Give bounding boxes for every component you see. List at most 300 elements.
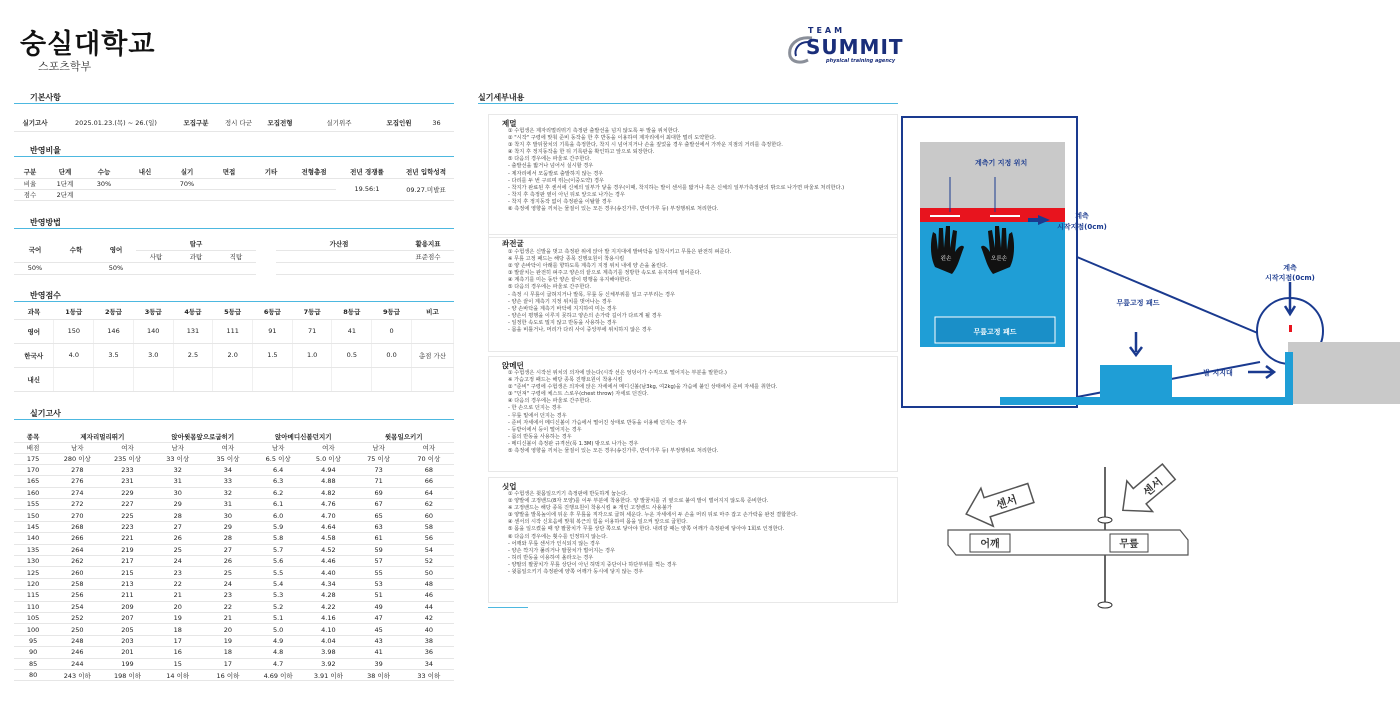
practical-table bbox=[14, 431, 454, 681]
competition-rate: 19.56:1 bbox=[336, 178, 398, 200]
record-cell: 53 bbox=[353, 578, 403, 589]
record-cell: 39 bbox=[353, 658, 403, 669]
grade-cell bbox=[94, 367, 134, 391]
grade-subject: 한국사 bbox=[14, 343, 54, 367]
gray-area bbox=[920, 142, 1065, 210]
record-cell: 21 bbox=[203, 612, 253, 623]
score-cell: 165 bbox=[14, 476, 52, 487]
details-end-line bbox=[488, 607, 528, 608]
detail-line: - 한 손으로 던지는 경우 bbox=[508, 405, 562, 412]
grade-cell: 111 bbox=[213, 319, 253, 343]
record-cell: 248 bbox=[52, 635, 102, 646]
section-ratio-title: 반영비율 bbox=[30, 146, 61, 155]
basic-table bbox=[14, 115, 454, 132]
record-cell: 4.94 bbox=[303, 464, 353, 475]
score-cell: 160 bbox=[14, 487, 52, 498]
record-cell: 67 bbox=[353, 499, 403, 510]
h-science: 과탐 bbox=[176, 250, 216, 262]
grade-header: 과목 bbox=[14, 305, 54, 319]
detail-block-title: 제멀 bbox=[502, 119, 517, 128]
start-label: 계측 bbox=[1075, 212, 1089, 220]
detail-line: ② "시작" 구령에 맞춰 준비 동작을 한 후 반동을 이용하여 제자리에서 최대한 멀리 도약한다. bbox=[508, 135, 716, 142]
record-cell: 31 bbox=[153, 476, 203, 487]
record-cell: 52 bbox=[404, 556, 454, 567]
h-indicator: 활용지표 bbox=[402, 238, 454, 250]
gender-cell: 여자 bbox=[203, 442, 253, 453]
section-details-title: 실기세부내용 bbox=[478, 93, 525, 102]
record-cell: 22 bbox=[203, 601, 253, 612]
record-cell: 33 bbox=[203, 476, 253, 487]
detail-line: ④ 다음의 경우에는 파울로 간주한다. bbox=[508, 398, 592, 405]
record-cell: 66 bbox=[404, 476, 454, 487]
detail-block-body bbox=[508, 128, 896, 213]
grade-cell: 4.0 bbox=[54, 343, 94, 367]
record-cell: 235 이상 bbox=[102, 453, 152, 464]
record-cell: 5.1 bbox=[253, 612, 303, 623]
grade-cell bbox=[173, 367, 213, 391]
detail-line: - 양 손바닥을 계측기 바닥에 지지하여 미는 경우 bbox=[508, 305, 617, 312]
detail-line: - 몸의 반동을 사용하는 경우 bbox=[508, 433, 572, 440]
detail-block-body bbox=[508, 249, 896, 334]
detail-line: ⑤ 다음의 경우에는 파울로 간주한다. bbox=[508, 284, 592, 291]
record-cell: 4.69 이하 bbox=[253, 669, 303, 680]
situp-diagram bbox=[940, 455, 1200, 615]
knee-pad-label: 무릎고정 패드 bbox=[1116, 299, 1160, 307]
detail-line: ③ 양발을 발목높이에 뒤운 후 무릎을 직각으로 굽혀 세운다. 누운 자세에서 두 손을 머리 뒤로 마주 잡고 손가락을 완전 결합한다. bbox=[508, 512, 798, 519]
grade-cell bbox=[332, 367, 372, 391]
left-hand-label: 왼손 bbox=[940, 256, 952, 262]
detail-line: ④ 착지 후 정지동작을 한 뒤 기록판을 확인하고 앞으로 퇴장한다. bbox=[508, 149, 655, 156]
record-cell: 227 bbox=[102, 499, 152, 510]
score-cell: 95 bbox=[14, 635, 52, 646]
record-cell: 71 bbox=[353, 476, 403, 487]
record-cell: 21 bbox=[153, 590, 203, 601]
record-cell: 243 이하 bbox=[52, 669, 102, 680]
record-cell: 5.8 bbox=[253, 533, 303, 544]
h-english: 영어 bbox=[96, 238, 136, 262]
grade-header: 2등급 bbox=[94, 305, 134, 319]
detail-block-body bbox=[508, 491, 896, 576]
score-cell: 80 bbox=[14, 669, 52, 680]
record-cell: 25 bbox=[153, 544, 203, 555]
record-cell: 73 bbox=[353, 464, 403, 475]
grade-cell bbox=[411, 319, 453, 343]
h-math: 수학 bbox=[56, 238, 96, 262]
record-cell: 19 bbox=[153, 612, 203, 623]
record-cell: 14 이하 bbox=[153, 669, 203, 680]
grade-cell: 146 bbox=[94, 319, 134, 343]
record-cell: 219 bbox=[102, 544, 152, 555]
record-cell: 233 bbox=[102, 464, 152, 475]
grade-header: 9등급 bbox=[372, 305, 412, 319]
detail-line: ※ 무릎 고정 패드는 해당 종목 진행요원이 착용시킴 bbox=[508, 256, 625, 263]
record-cell: 45 bbox=[353, 624, 403, 635]
record-cell: 23 bbox=[153, 567, 203, 578]
ratio-cell bbox=[166, 189, 208, 200]
record-cell: 4.10 bbox=[303, 624, 353, 635]
gender-label: 배점 bbox=[14, 442, 52, 453]
record-cell: 250 bbox=[52, 624, 102, 635]
record-cell: 205 bbox=[102, 624, 152, 635]
record-cell: 5.0 이상 bbox=[303, 453, 353, 464]
detail-line: ⑥ 다음의 경우에는 횟수를 인정하지 않는다. bbox=[508, 533, 608, 540]
record-cell: 4.8 bbox=[253, 647, 303, 658]
record-cell: 41 bbox=[353, 647, 403, 658]
ratio-header: 전년 입학성적 bbox=[398, 166, 454, 178]
record-cell: 272 bbox=[52, 499, 102, 510]
detail-line: ② 양발에 고정밴드(8자 모양)를 이두 부분에 착용한다. 양 발꿈치를 귀 옆으로 붙여 발이 벌어지지 않도록 준비한다. bbox=[508, 498, 769, 505]
record-cell: 40 bbox=[404, 624, 454, 635]
ratio-cell: 점수 bbox=[14, 189, 46, 200]
detail-line: ③ 착지 후 발뒤꿈치의 기록을 측정한다, 착지 시 넘어지거나 손을 짚었을 경우 출발선에서 가까운 지점의 거리를 측정한다. bbox=[508, 142, 783, 149]
gray-block bbox=[1288, 342, 1400, 404]
record-cell: 6.1 bbox=[253, 499, 303, 510]
ratio-table bbox=[14, 166, 454, 201]
detail-block-title: 좌전굴 bbox=[502, 239, 524, 248]
score-cell: 170 bbox=[14, 464, 52, 475]
record-cell: 55 bbox=[353, 567, 403, 578]
h-korean: 국어 bbox=[14, 238, 56, 262]
score-cell: 100 bbox=[14, 624, 52, 635]
section-method-title: 반영방법 bbox=[30, 218, 61, 227]
record-cell: 203 bbox=[102, 635, 152, 646]
score-cell: 105 bbox=[14, 612, 52, 623]
record-cell: 34 bbox=[203, 464, 253, 475]
record-cell: 260 bbox=[52, 567, 102, 578]
grade-cell: 0.0 bbox=[372, 343, 412, 367]
pad-label: 무릎고정 패드 bbox=[973, 328, 1017, 336]
record-cell: 4.9 bbox=[253, 635, 303, 646]
grade-cell: 3.0 bbox=[133, 343, 173, 367]
ratio-header: 전년 경쟁률 bbox=[336, 166, 398, 178]
recruit-count-label: 모집인원 bbox=[379, 115, 419, 131]
ratio-cell bbox=[208, 189, 250, 200]
record-cell: 211 bbox=[102, 590, 152, 601]
record-cell: 18 bbox=[153, 624, 203, 635]
foot-support-label: 발 지지대 bbox=[1203, 369, 1233, 377]
record-cell: 5.4 bbox=[253, 578, 303, 589]
record-cell: 213 bbox=[102, 578, 152, 589]
detail-line: - 착지 후 측정판 옆이 아닌 뒤로 앞으로 나가는 경우 bbox=[508, 191, 625, 198]
record-cell: 18 bbox=[203, 647, 253, 658]
record-cell: 280 이상 bbox=[52, 453, 102, 464]
detail-line: - 양손 끝이 계측기 지정 위치를 벗어나는 경우 bbox=[508, 298, 612, 305]
record-cell: 64 bbox=[404, 487, 454, 498]
record-cell: 44 bbox=[404, 601, 454, 612]
start2-label-b: 시작지점(0cm) bbox=[1265, 274, 1315, 282]
record-cell: 47 bbox=[353, 612, 403, 623]
detail-line: - 몸을 비틀거나, 머리가 다리 사이 중앙부에 위치하지 않은 경우 bbox=[508, 327, 652, 334]
record-cell: 225 bbox=[102, 510, 152, 521]
record-cell: 70 이상 bbox=[404, 453, 454, 464]
score-cell: 85 bbox=[14, 658, 52, 669]
record-cell: 199 bbox=[102, 658, 152, 669]
detail-line: ② 양 손바닥이 아래를 향하도록 계측기 지정 위치 내에 양 손을 올린다. bbox=[508, 263, 668, 270]
record-cell: 30 bbox=[153, 487, 203, 498]
record-cell: 33 이하 bbox=[404, 669, 454, 680]
grade-cell: 71 bbox=[292, 319, 332, 343]
h-social: 사탐 bbox=[136, 250, 176, 262]
ratio-cell: 2단계 bbox=[46, 189, 84, 200]
detail-line: ⑤ 몸을 일으켰을 때 양 팔꿈치가 무릎 상단 쪽으로 닿아야 한다. 내려갈 때는 양쪽 어깨가 측정판에 닿아야 1회로 인정한다. bbox=[508, 526, 785, 533]
record-cell: 69 bbox=[353, 487, 403, 498]
team-summit-logo bbox=[786, 26, 904, 68]
record-cell: 3.91 이하 bbox=[303, 669, 353, 680]
section-ratio-line bbox=[14, 156, 454, 157]
section-basic-line bbox=[14, 103, 454, 104]
grade-cell: 0.5 bbox=[332, 343, 372, 367]
record-cell: 215 bbox=[102, 567, 152, 578]
ratio-header: 구분 bbox=[14, 166, 46, 178]
start-label-2: 시작지점(0cm) bbox=[1057, 223, 1107, 231]
score-cell: 90 bbox=[14, 647, 52, 658]
record-cell: 36 bbox=[404, 647, 454, 658]
record-cell: 62 bbox=[404, 499, 454, 510]
record-cell: 6.0 bbox=[253, 510, 303, 521]
grade-cell: 1.0 bbox=[292, 343, 332, 367]
record-cell: 6.5 이상 bbox=[253, 453, 303, 464]
detail-line: - 착지 후 정지동작 없이 측정판을 이탈할 경우 bbox=[508, 198, 612, 205]
detail-line: ④ 센서의 시작 신호음에 맞춰 복근의 힘을 이용하여 몸을 일으켜 앞으로 굽힌다. bbox=[508, 519, 688, 526]
detail-line: - 일정한 속도로 밀지 않고 반동을 사용하는 경우 bbox=[508, 319, 617, 326]
record-cell: 32 bbox=[153, 464, 203, 475]
record-cell: 58 bbox=[404, 521, 454, 532]
record-cell: 26 bbox=[203, 556, 253, 567]
record-cell: 38 bbox=[404, 635, 454, 646]
record-cell: 5.3 bbox=[253, 590, 303, 601]
record-cell: 6.4 bbox=[253, 464, 303, 475]
gender-cell: 여자 bbox=[303, 442, 353, 453]
record-cell: 4.28 bbox=[303, 590, 353, 601]
record-cell: 22 bbox=[153, 578, 203, 589]
grade-subject: 영어 bbox=[14, 319, 54, 343]
record-cell: 4.58 bbox=[303, 533, 353, 544]
grade-header: 7등급 bbox=[292, 305, 332, 319]
exam-date: 2025.01.23.(목) ~ 26.(일) bbox=[56, 115, 176, 131]
record-cell: 68 bbox=[404, 464, 454, 475]
detail-line: - 양팔의 팔꿈치가 무릎 상단이 아닌 허벅지 중단이나 하단부위를 찍는 경우 bbox=[508, 561, 677, 568]
record-cell: 42 bbox=[404, 612, 454, 623]
ratio-cell: 비율 bbox=[14, 178, 46, 189]
record-cell: 46 bbox=[404, 590, 454, 601]
detail-line: - 허리 반동을 이용하여 올라오는 경우 bbox=[508, 554, 594, 561]
gender-cell: 남자 bbox=[353, 442, 403, 453]
sensor-arrow-left bbox=[960, 474, 1037, 533]
record-cell: 4.64 bbox=[303, 521, 353, 532]
gender-cell: 남자 bbox=[153, 442, 203, 453]
record-cell: 252 bbox=[52, 612, 102, 623]
start2-label: 계측 bbox=[1283, 264, 1297, 272]
score-cell: 140 bbox=[14, 533, 52, 544]
record-cell: 26 bbox=[153, 533, 203, 544]
record-cell: 43 bbox=[353, 635, 403, 646]
event-header: 윗몸일으키기 bbox=[353, 431, 454, 442]
score-cell: 115 bbox=[14, 590, 52, 601]
ratio-cell: 1단계 bbox=[46, 178, 84, 189]
record-cell: 4.22 bbox=[303, 601, 353, 612]
department-label: 스포츠학부 bbox=[38, 60, 92, 73]
record-cell: 49 bbox=[353, 601, 403, 612]
grade-cell bbox=[133, 367, 173, 391]
event-header: 제자리멀리뛰기 bbox=[52, 431, 152, 442]
record-cell: 31 bbox=[203, 499, 253, 510]
record-cell: 34 bbox=[404, 658, 454, 669]
grade-cell bbox=[372, 367, 412, 391]
record-cell: 24 bbox=[153, 556, 203, 567]
grade-cell: 150 bbox=[54, 319, 94, 343]
record-cell: 25 bbox=[203, 567, 253, 578]
detail-line: ④ 계측기를 미는 동안 양손 끝이 평행을 유지해야한다. bbox=[508, 277, 632, 284]
recruit-type: 정시 다군 bbox=[216, 115, 261, 131]
record-cell: 266 bbox=[52, 533, 102, 544]
right-hand-label: 오른손 bbox=[991, 256, 1007, 262]
record-cell: 262 bbox=[52, 556, 102, 567]
ratio-cell: 70% bbox=[166, 178, 208, 189]
score-cell: 155 bbox=[14, 499, 52, 510]
record-cell: 4.76 bbox=[303, 499, 353, 510]
record-cell: 32 bbox=[203, 487, 253, 498]
ratio-header: 단계 bbox=[46, 166, 84, 178]
gender-cell: 남자 bbox=[253, 442, 303, 453]
event-header: 앉아윗몸앞으로굽히기 bbox=[153, 431, 253, 442]
logo-summit-text: SUMMIT bbox=[806, 35, 904, 59]
grade-cell: 2.0 bbox=[213, 343, 253, 367]
record-cell: 75 이상 bbox=[353, 453, 403, 464]
score-cell: 145 bbox=[14, 521, 52, 532]
grade-header: 8등급 bbox=[332, 305, 372, 319]
record-cell: 201 bbox=[102, 647, 152, 658]
record-cell: 4.46 bbox=[303, 556, 353, 567]
sensor-label-2: 센서 bbox=[1140, 475, 1166, 499]
detail-line: - 제자리에서 모둠발로 출발하지 않는 경우 bbox=[508, 170, 604, 177]
record-cell: 16 이하 bbox=[203, 669, 253, 680]
record-cell: 59 bbox=[353, 544, 403, 555]
record-cell: 28 bbox=[203, 533, 253, 544]
record-cell: 254 bbox=[52, 601, 102, 612]
record-cell: 51 bbox=[353, 590, 403, 601]
record-cell: 256 bbox=[52, 590, 102, 601]
h-bonus: 가산점 bbox=[276, 238, 402, 250]
knee-label: 무릎 bbox=[1119, 539, 1139, 550]
detail-line: - 측정 시 무릎이 굽혀지거나 발목, 무릎 등 신체부위를 일고 구부리는 경우 bbox=[508, 291, 675, 298]
detail-line: - 양손 깍지가 풀리거나 팔꿈치가 벌어지는 경우 bbox=[508, 547, 615, 554]
record-cell: 23 bbox=[203, 590, 253, 601]
grade-cell: 2.5 bbox=[173, 343, 213, 367]
detail-line: ① 수험생은 제자리멀리뛰기 측정판 출발선을 넘지 않도록 두 발을 위치한다. bbox=[508, 128, 680, 134]
record-cell: 63 bbox=[353, 521, 403, 532]
grade-header: 비고 bbox=[411, 305, 453, 319]
record-cell: 6.3 bbox=[253, 476, 303, 487]
record-cell: 29 bbox=[203, 521, 253, 532]
detail-line: - 윗몸일으키기 측정판에 양쪽 어깨가 동시에 닿지 않는 경우 bbox=[508, 569, 644, 576]
record-cell: 54 bbox=[404, 544, 454, 555]
grade-cell bbox=[411, 367, 453, 391]
method-table bbox=[14, 238, 454, 275]
detail-line: ⑥ 측정에 영향을 끼치는 물질이 있는 모든 경우(송진가루, 반미가루 등) 부정행위로 처리한다. bbox=[508, 206, 719, 213]
record-cell: 231 bbox=[102, 476, 152, 487]
record-cell: 4.88 bbox=[303, 476, 353, 487]
detail-line: - 준비 자세에서 메디신볼이 가슴에서 떨어진 상태로 반동을 이용해 던지는 경우 bbox=[508, 419, 687, 426]
grade-header: 5등급 bbox=[213, 305, 253, 319]
record-cell: 258 bbox=[52, 578, 102, 589]
detail-line: - 양손이 평행을 이루지 못하고 양손의 손가락 길이가 다르게 될 경우 bbox=[508, 312, 662, 319]
grade-cell bbox=[253, 367, 293, 391]
section-practical-line bbox=[14, 419, 454, 420]
detail-line: ③ "던져" 구령에 체스트 스로우(chest throw) 자세로 던진다. bbox=[508, 391, 649, 398]
grade-cell: 131 bbox=[173, 319, 213, 343]
record-cell: 57 bbox=[353, 556, 403, 567]
record-cell: 5.7 bbox=[253, 544, 303, 555]
v-indicator: 표준점수 bbox=[402, 250, 454, 262]
record-cell: 27 bbox=[203, 544, 253, 555]
record-cell: 229 bbox=[102, 487, 152, 498]
grade-cell bbox=[292, 367, 332, 391]
section-method-line bbox=[14, 228, 454, 229]
logo-subtitle: physical training agency bbox=[826, 58, 896, 64]
detail-line: ※ 가슴고정 패드는 해당 종목 진행요원이 착용시킴 bbox=[508, 377, 623, 384]
shoulder-label: 어깨 bbox=[980, 539, 1000, 550]
ratio-cell: 30% bbox=[84, 178, 124, 189]
record-cell: 270 bbox=[52, 510, 102, 521]
grade-cell: 3.5 bbox=[94, 343, 134, 367]
record-cell: 48 bbox=[404, 578, 454, 589]
university-title: 숭실대학교 bbox=[20, 29, 156, 60]
record-cell: 16 bbox=[153, 647, 203, 658]
ratio-cell bbox=[292, 178, 336, 189]
ratio-header: 전형총점 bbox=[292, 166, 336, 178]
sensor-arrow-right bbox=[1110, 456, 1182, 525]
record-cell: 5.0 bbox=[253, 624, 303, 635]
record-cell: 5.9 bbox=[253, 521, 303, 532]
record-cell: 264 bbox=[52, 544, 102, 555]
record-cell: 221 bbox=[102, 533, 152, 544]
detail-line: ※ 고정밴드는 해당 종목 진행요원이 착용시킴 ※ 개인 고정밴드 사용불가 bbox=[508, 505, 672, 512]
record-cell: 5.6 bbox=[253, 556, 303, 567]
record-cell: 246 bbox=[52, 647, 102, 658]
section-practical-title: 실기고사 bbox=[30, 409, 61, 418]
record-cell: 20 bbox=[153, 601, 203, 612]
record-cell: 27 bbox=[153, 521, 203, 532]
grade-header: 6등급 bbox=[253, 305, 293, 319]
v-english: 50% bbox=[96, 262, 136, 274]
grade-cell: 41 bbox=[332, 319, 372, 343]
logo-team-text: TEAM bbox=[808, 26, 846, 35]
record-cell: 60 bbox=[404, 510, 454, 521]
record-cell: 209 bbox=[102, 601, 152, 612]
record-cell: 244 bbox=[52, 658, 102, 669]
detail-block-body bbox=[508, 370, 896, 455]
section-grades-line bbox=[14, 301, 454, 302]
score-cell: 130 bbox=[14, 556, 52, 567]
position-label: 계측기 지정 위치 bbox=[975, 159, 1028, 167]
detail-line: ⑤ 다음의 경우에는 파울로 간주한다. bbox=[508, 156, 592, 163]
record-cell: 198 이하 bbox=[102, 669, 152, 680]
record-cell: 17 bbox=[203, 658, 253, 669]
record-cell: 29 bbox=[153, 499, 203, 510]
score-cell: 135 bbox=[14, 544, 52, 555]
detail-line: ① 수험생은 윗몸일으키기 측정판에 반듯하게 눕는다. bbox=[508, 491, 628, 497]
gender-cell: 여자 bbox=[404, 442, 454, 453]
detail-line: - 어깨와 무릎 센서가 인식되지 않는 경우 bbox=[508, 540, 600, 547]
detail-line: - 등받이에서 등이 떨어지는 경우 bbox=[508, 426, 582, 433]
ratio-header: 내신 bbox=[124, 166, 166, 178]
record-cell: 65 bbox=[353, 510, 403, 521]
admission-score: 09.27.미발표 bbox=[398, 178, 454, 200]
knee-pad-block bbox=[1100, 365, 1172, 397]
exam-label: 실기고사 bbox=[14, 115, 56, 131]
record-cell: 20 bbox=[203, 624, 253, 635]
record-cell: 5.5 bbox=[253, 567, 303, 578]
